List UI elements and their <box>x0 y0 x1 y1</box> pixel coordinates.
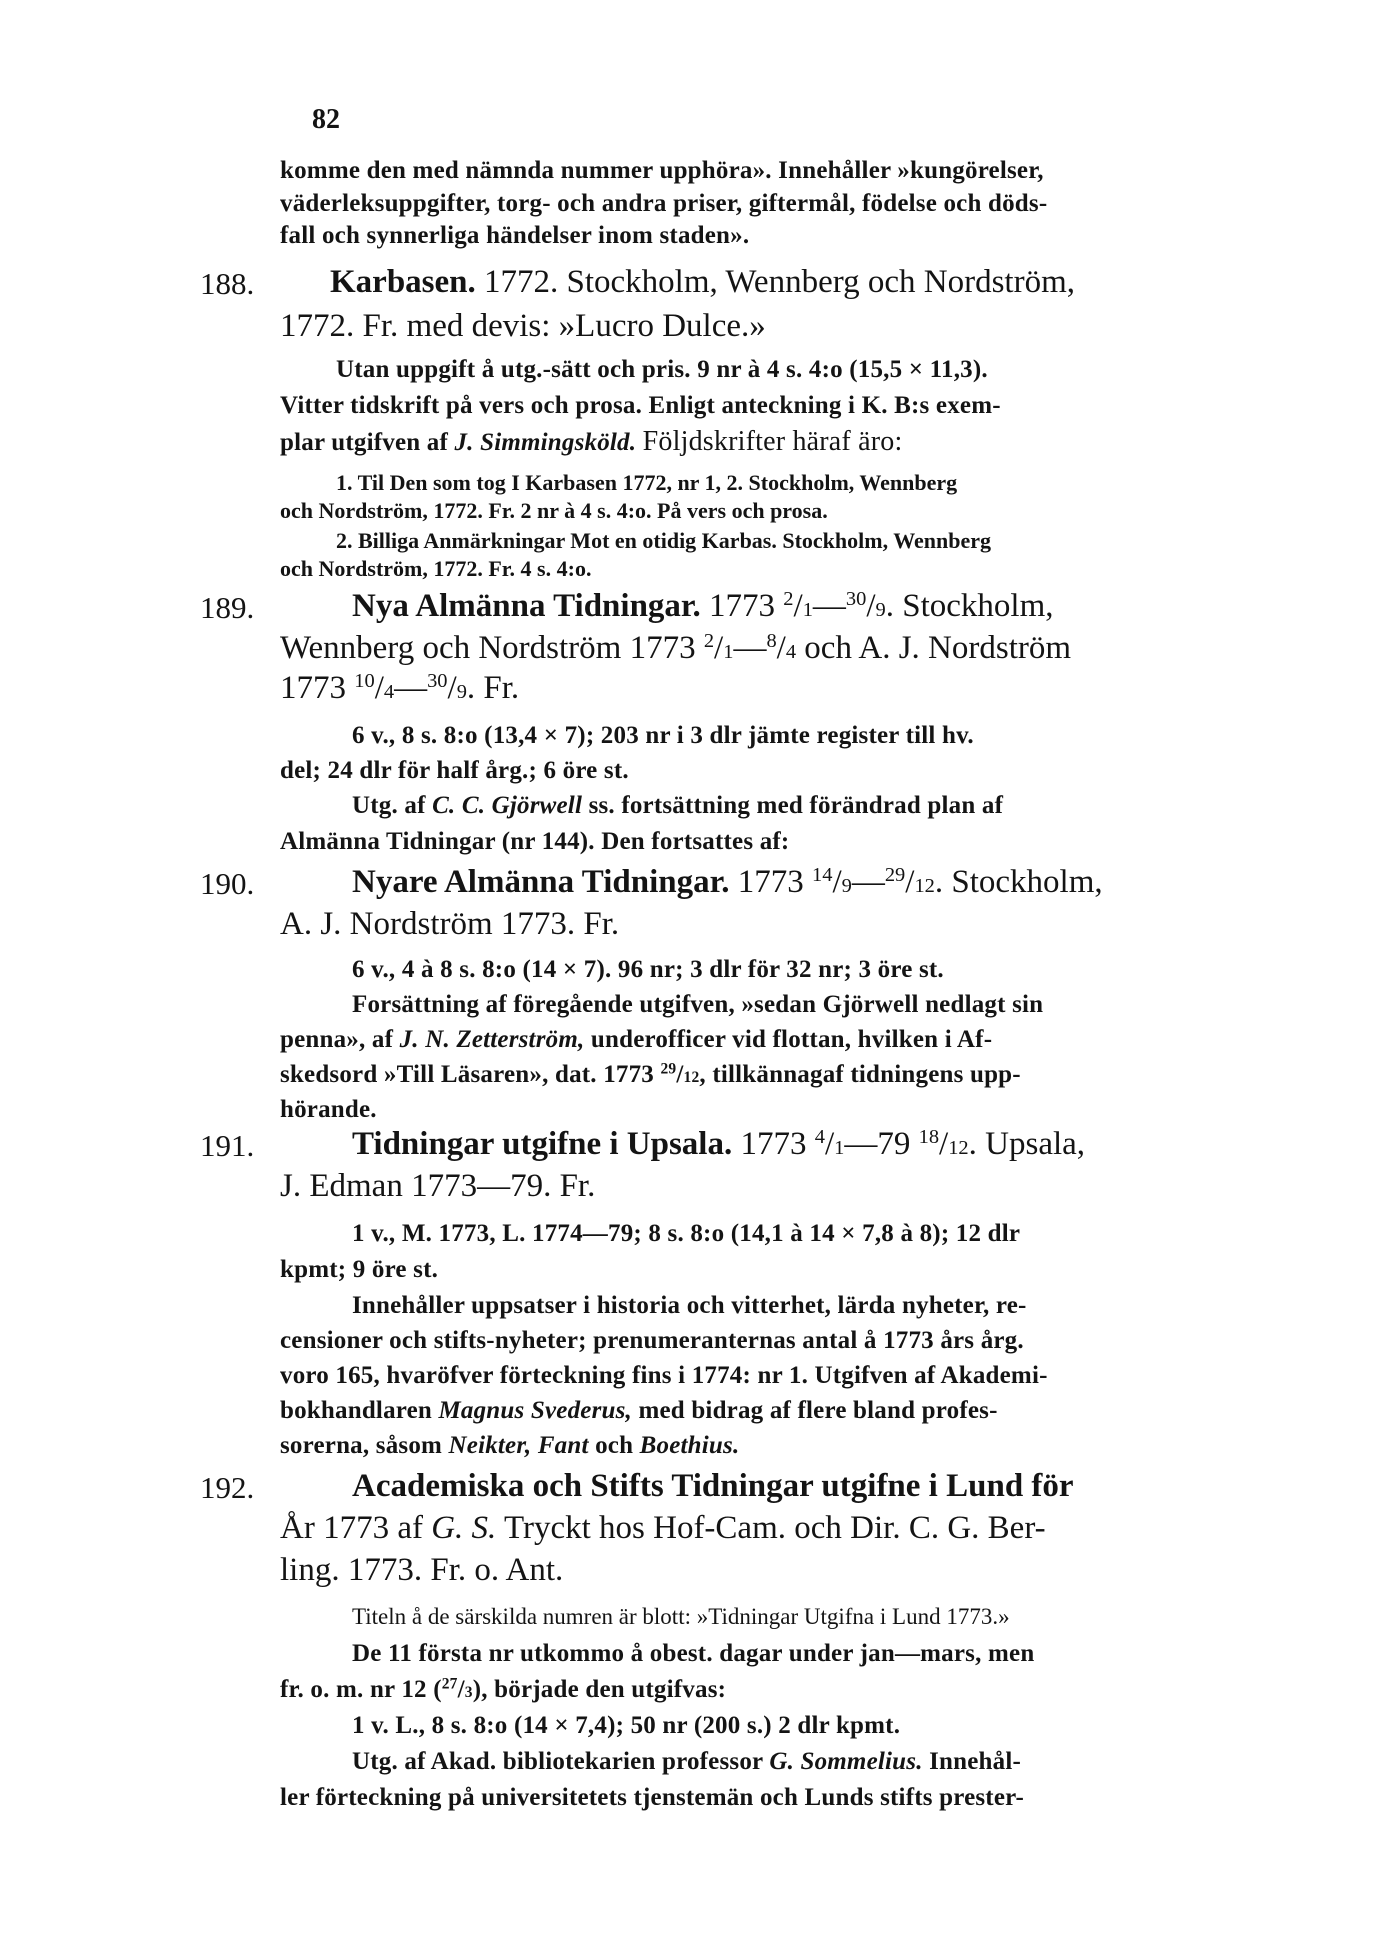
entry-heading-text: År 1773 af <box>280 1510 423 1546</box>
text-line: och Nordström, 1772. Fr. 2 nr à 4 s. 4:o. På vers och prosa. <box>280 498 828 523</box>
entry-heading-text: och A. J. Nordström <box>804 630 1072 666</box>
text-line: del; 24 dlr för half årg.; 6 öre st. <box>280 757 629 784</box>
entry-heading: J. Edman 1773—79. Fr. <box>280 1168 596 1204</box>
date: 1773 <box>709 588 776 624</box>
entry-number: 189. <box>200 590 255 625</box>
date-sub: 1 <box>723 641 734 663</box>
text-span: Följdskrifter häraf äro: <box>642 426 903 457</box>
author-name: Fant <box>537 1432 589 1459</box>
text-line: censioner och stifts-nyheter; prenumeranternas antal å 1773 års årg. <box>280 1327 1024 1354</box>
date-sub: 12 <box>683 1069 700 1086</box>
entry-heading: Wennberg och Nordström 1773 $^2$/1—$^8$/4 och A. J. Nordström <box>280 629 1072 666</box>
text-line: skedsord »Till Läsaren», dat. 1773 $^{29}$/12, tillkännagaf tidningens upp- <box>280 1060 1021 1088</box>
text-span: fr. o. m. nr 12 ( <box>280 1676 442 1703</box>
text-line: Vitter tidskrift på vers och prosa. Enligt anteckning i K. B:s exem- <box>280 392 1001 419</box>
author-name: J. N. Zetterström, <box>399 1026 585 1053</box>
text-line: och Nordström, 1772. Fr. 4 s. 4:o. <box>280 556 592 581</box>
text-line: fall och synnerliga händelser inom staden». <box>280 222 750 249</box>
text-line: hörande. <box>280 1096 377 1123</box>
text-line: De 11 första nr utkommo å obest. dagar under jan—mars, men <box>352 1640 1035 1667</box>
date: 1773 <box>740 1126 807 1162</box>
dash: — <box>812 588 846 624</box>
date-sub: 3 <box>464 1684 473 1701</box>
date-sup: 2 <box>703 629 715 652</box>
author-name: G. S. <box>431 1510 497 1546</box>
text-line: komme den med nämnda nummer upphöra». Innehåller »kungörelser, <box>280 157 1044 184</box>
text-span: , tillkännagaf tidningens upp- <box>699 1061 1021 1088</box>
text-span: underofficer vid flottan, hvilken i Af- <box>590 1026 993 1053</box>
author-name: J. Simmingsköld. <box>454 429 637 456</box>
entry-title: Academiska och Stifts Tidningar utgifne i Lund för <box>352 1468 1074 1504</box>
entry-heading: ling. 1773. Fr. o. Ant. <box>280 1552 564 1588</box>
entry-heading: Nyare Almänna Tidningar. 1773 $^{14}$/9—$^{29}$/12. Stockholm, <box>352 863 1103 900</box>
text-line: Almänna Tidningar (nr 144). Den fortsattes af: <box>280 828 790 855</box>
text-line <box>280 1397 998 1425</box>
text-line <box>280 1026 992 1054</box>
date-sup: 10 <box>354 669 375 692</box>
text-line: 2. Billiga Anmärkningar Mot en otidig Karbas. Stockholm, Wennberg <box>336 528 991 553</box>
author-name: C. C. Gjörwell <box>432 792 583 819</box>
text-span: penna», af <box>280 1026 394 1053</box>
date-sup: 30 <box>427 669 448 692</box>
date-sup: 30 <box>845 587 867 610</box>
date-sub: 12 <box>948 1137 969 1159</box>
text-span: Utg. af <box>352 792 426 819</box>
text-line: 1 v., M. 1773, L. 1774—79; 8 s. 8:o (14,1 à 14 × 7,8 à 8); 12 dlr <box>352 1220 1021 1247</box>
entry-title: Karbasen. <box>330 264 476 300</box>
date-sub: 4 <box>383 681 395 703</box>
entry-title: Nya Almänna Tidningar. <box>352 588 701 624</box>
date: 1773 <box>737 864 804 900</box>
date-sup: 29 <box>884 863 906 886</box>
date-sup: 27 <box>441 1675 458 1693</box>
text-span: skedsord »Till Läsaren», dat. 1773 <box>280 1061 654 1088</box>
text-span: och <box>595 1432 634 1459</box>
date-sub: 12 <box>914 875 935 897</box>
page-number: 82 <box>312 104 340 135</box>
entry-number: 192. <box>200 1470 255 1505</box>
entry-heading: 1773 $^{10}$/4—$^{30}$/9. Fr. <box>280 669 520 706</box>
entry-heading: 1772. Fr. med devis: »Lucro Dulce.» <box>280 308 766 344</box>
entry-heading-text: . Upsala, <box>968 1126 1086 1162</box>
date-sub: 9 <box>875 599 886 621</box>
text-line <box>280 1432 739 1460</box>
text-line: ler förteckning på universitetets tjenstemän och Lunds stifts prester- <box>280 1784 1025 1811</box>
text-line <box>352 1748 1021 1776</box>
entry-heading: A. J. Nordström 1773. Fr. <box>280 906 620 942</box>
text-span: ss. fortsättning med förändrad plan af <box>588 792 1004 819</box>
text-line: Utan uppgift å utg.-sätt och pris. 9 nr à 4 s. 4:o (15,5 × 11,3). <box>336 356 988 383</box>
text-line: 6 v., 8 s. 8:o (13,4 × 7); 203 nr i 3 dlr jämte register till hv. <box>352 722 974 749</box>
entry-heading <box>330 264 1075 301</box>
author-name: G. Sommelius. <box>769 1748 923 1775</box>
entry-heading-text: . Stockholm, <box>934 864 1103 900</box>
text-line: voro 165, hvaröfver förteckning fins i 1774: nr 1. Utgifven af Akademi- <box>280 1362 1048 1389</box>
date-sup: 8 <box>766 629 777 652</box>
text-line <box>280 426 902 458</box>
text-line: 6 v., 4 à 8 s. 8:o (14 × 7). 96 nr; 3 dlr för 32 nr; 3 öre st. <box>352 956 944 983</box>
date-sub: 9 <box>841 875 852 897</box>
author-name: Magnus Svederus, <box>438 1397 632 1424</box>
text-span: med bidrag af flere bland profes- <box>638 1397 998 1424</box>
text-line: Titeln å de särskilda numren är blott: »Tidningar Utgifna i Lund 1773.» <box>352 1604 1010 1629</box>
entry-number: 188. <box>200 266 255 301</box>
date-sup: 14 <box>812 863 833 886</box>
date-sub: 4 <box>785 641 797 663</box>
entry-heading-text: . Fr. <box>466 670 520 706</box>
date-sub: 1 <box>802 599 813 621</box>
entry-title: Nyare Almänna Tidningar. <box>352 864 730 900</box>
entry-heading: Nya Almänna Tidningar. 1773 $^2$/1—$^{30}$/9. Stockholm, <box>352 587 1054 624</box>
entry-heading-text: Wennberg och Nordström 1773 <box>280 630 696 666</box>
entry-heading-text: . Stockholm, <box>885 588 1054 624</box>
entry-heading-text: Tryckt hos Hof-Cam. och Dir. C. G. Ber- <box>503 1510 1046 1546</box>
date: —79 <box>844 1126 911 1162</box>
text-line <box>352 792 1003 820</box>
entry-heading: Tidningar utgifne i Upsala. 1773 $^4$/1—79 $^{18}$/12. Upsala, <box>352 1125 1086 1162</box>
date-sub: 1 <box>834 1137 845 1159</box>
date-sup: 18 <box>918 1125 940 1148</box>
entry-heading <box>280 1510 1046 1547</box>
text-line: kpmt; 9 öre st. <box>280 1256 439 1283</box>
text-span: plar utgifven af <box>280 429 449 456</box>
author-name: Neikter, <box>448 1432 532 1459</box>
text-span: sorerna, såsom <box>280 1432 443 1459</box>
date-sup: 29 <box>660 1060 677 1078</box>
text-span: ), började den utgifvas: <box>472 1676 727 1703</box>
text-span: Innehål- <box>929 1748 1022 1775</box>
entry-heading-text: 1772. Stockholm, Wennberg och Nordström, <box>484 264 1076 300</box>
text-span: Utg. af Akad. bibliotekarien professor <box>352 1748 763 1775</box>
entry-number: 191. <box>200 1128 255 1163</box>
text-line: Forsättning af föregående utgifven, »sedan Gjörwell nedlagt sin <box>352 991 1044 1018</box>
text-line: 1. Til Den som tog I Karbasen 1772, nr 1, 2. Stockholm, Wennberg <box>336 470 958 495</box>
entry-number: 190. <box>200 866 255 901</box>
text-line: väderleksuppgifter, torg- och andra priser, giftermål, födelse och döds- <box>280 190 1048 217</box>
date: 1773 <box>280 670 346 706</box>
text-span: bokhandlaren <box>280 1397 433 1424</box>
text-line: Innehåller uppsatser i historia och vitterhet, lärda nyheter, re- <box>352 1292 1027 1319</box>
text-line: 1 v. L., 8 s. 8:o (14 × 7,4); 50 nr (200 s.) 2 dlr kpmt. <box>352 1712 901 1739</box>
date-sup: 4 <box>814 1125 825 1148</box>
entry-title: Tidningar utgifne i Upsala. <box>352 1126 733 1162</box>
author-name: Boethius. <box>639 1432 740 1459</box>
date-sup: 2 <box>783 587 794 610</box>
date-sub: 9 <box>456 681 467 703</box>
dash: — <box>851 864 885 900</box>
text-line: fr. o. m. nr 12 ($^{27}$/3), började den utgifvas: <box>280 1675 727 1703</box>
dash: — <box>394 670 428 706</box>
dash: — <box>733 630 767 666</box>
